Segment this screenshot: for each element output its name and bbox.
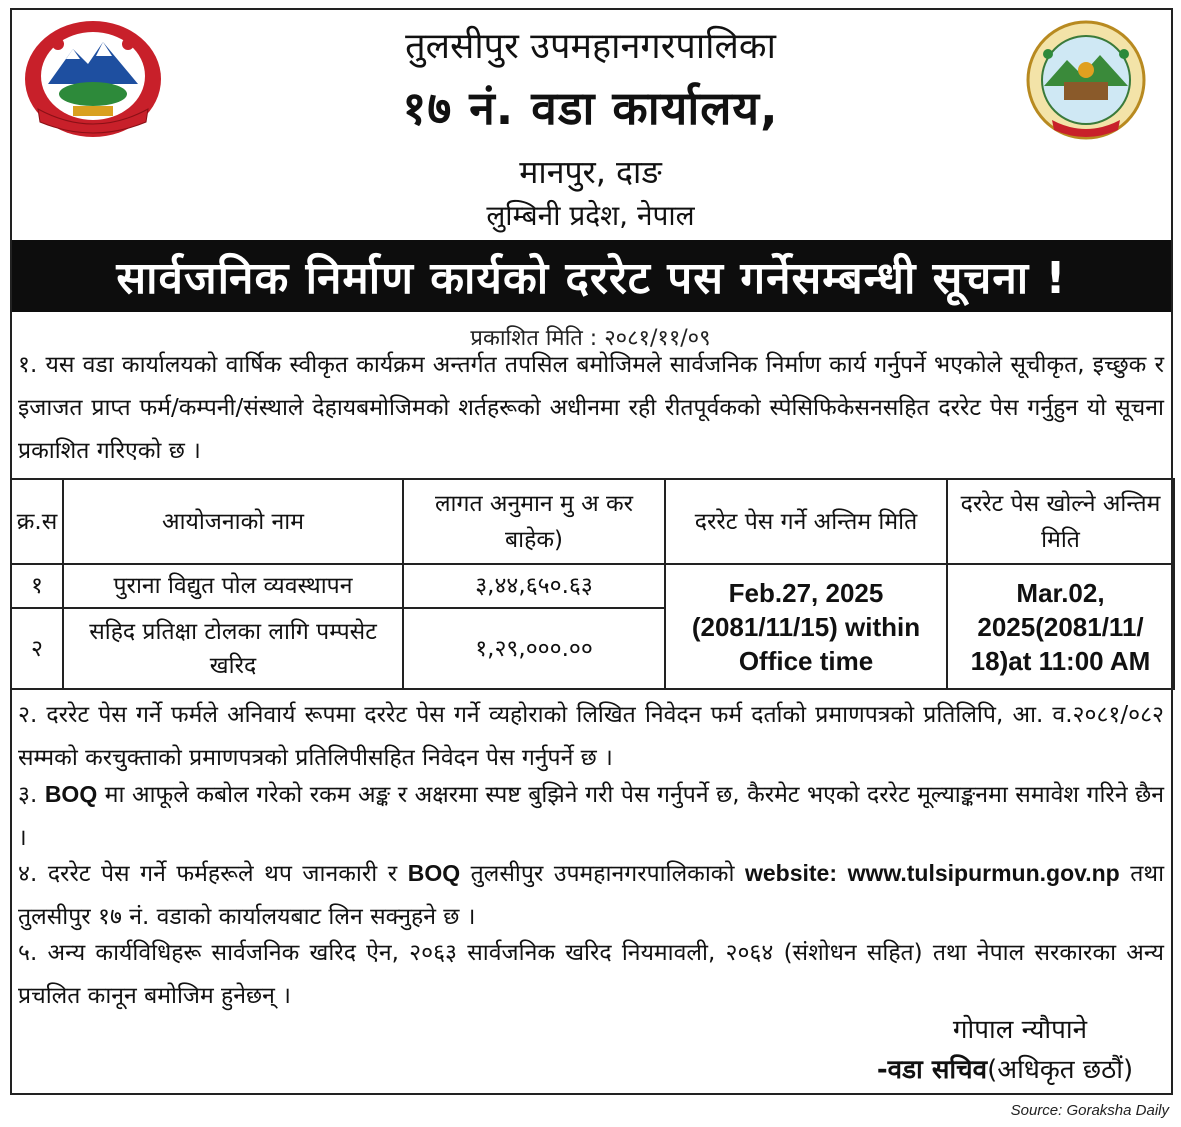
row-project: पुराना विद्युत पोल व्यवस्थापन: [63, 564, 403, 608]
row-cost: १,२९,०००.००: [403, 608, 665, 689]
signatory-rank: (अधिकृत छठौं): [987, 1055, 1134, 1085]
clause-4-end: तथा तुलसीपुर १७ नं. वडाको कार्यालयबाट लिन सक्नुहने छ ।: [18, 861, 1165, 930]
ward-office-title: १७ नं. वडा कार्यालय,: [402, 81, 779, 135]
notice-banner: सार्वजनिक निर्माण कार्यको दररेट पस गर्नेसम्बन्धी सूचना !: [12, 240, 1171, 312]
source-credit: Source: Goraksha Daily: [1010, 1102, 1169, 1119]
header-open-date: दररेट पेस खोल्ने अन्तिम मिति: [947, 479, 1174, 564]
tender-table: [10, 478, 1175, 690]
open-deadline: Mar.02, 2025(2081/11/ 18)at 11:00 AM: [947, 564, 1174, 689]
row-cost: ३,४४,६५०.६३: [403, 564, 665, 608]
clause-4: [18, 852, 1164, 939]
header-project: आयोजनाको नाम: [63, 479, 403, 564]
province-line: लुम्बिनी प्रदेश, नेपाल: [486, 199, 695, 232]
signatory-role: -वडा सचिव: [876, 1055, 988, 1085]
published-date: प्रकाशित मिति : २०८१/११/०९: [470, 326, 711, 351]
clause-3: [18, 773, 1164, 860]
signatory-title: [855, 1050, 1155, 1086]
boq-label: BOQ: [407, 860, 461, 886]
clause-5: ५. अन्य कार्यविधिहरू सार्वजनिक खरिद ऐन, २०६३ सार्वजनिक खरिद नियमावली, २०६४ (संशोधन सहित) तथा नेपाल सरकारका अन्य प्रचलित कानून बमोजिम हुनेछन् ।: [18, 940, 1164, 1009]
clause-4-mid: तुलसीपुर उपमहानगरपालिकाको: [460, 861, 745, 887]
clause-1: १. यस वडा कार्यालयको वार्षिक स्वीकृत कार्यक्रम अन्तर्गत तपसिल बमोजिमले सार्वजनिक निर्माण कार्य गर्नुपर्ने भएकोले सूचीकृत, इच्छुक र इजाजत प्राप्त फर्म/कम्पनी/संस्थाले देहायबमोजिमको शर्तहरूको अधीनमा रही रीतपूर्वकको स्पेसिफिकेसनसहित दररेट पेस गर्नुहुन यो सूचना प्रकाशित गरिएको छ ।: [18, 352, 1164, 464]
row-sn: १: [11, 564, 63, 608]
table-row: [11, 564, 1174, 608]
municipality-name: तुलसीपुर उपमहानगरपालिका: [405, 26, 776, 67]
office-location: मानपुर, दाङ: [519, 153, 662, 191]
submit-deadline: Feb.27, 2025 (2081/11/15) within Office time: [665, 564, 947, 689]
boq-label: BOQ: [44, 781, 98, 807]
header-sn: क्र.स: [11, 479, 63, 564]
signatory-name: गोपाल न्यौपाने: [952, 1015, 1088, 1045]
table-header-row: [11, 479, 1174, 564]
clause-3-text: मा आफूले कबोल गरेको रकम अङ्क र अक्षरमा स्पष्ट बुझिने गरी पेस गर्नुपर्ने छ, कैरमेट भएको दररेट मूल्याङ्कनमा समावेश गरिने छैन ।: [18, 782, 1165, 851]
header-cost: लागत अनुमान मु अ कर बाहेक): [403, 479, 665, 564]
row-project: सहिद प्रतिक्षा टोलका लागि पम्पसेट खरिद: [63, 608, 403, 689]
website-label: website:: [744, 860, 837, 886]
clause-2: २. दररेट पेस गर्ने फर्मले अनिवार्य रूपमा दररेट पेस गर्ने व्यहोराको लिखित निवेदन फर्म दर्ताको प्रमाणपत्रको प्रतिलिपि, आ. व.२०८१/०८२ सम्मको करचुक्ताको प्रमाणपत्रको प्रतिलिपीसहित निवेदन पेस गर्नुपर्ने छ ।: [18, 702, 1164, 771]
clause-3-number: ३.: [18, 782, 38, 808]
header-submit-date: दररेट पेस गर्ने अन्तिम मिति: [665, 479, 947, 564]
row-sn: २: [11, 608, 63, 689]
clause-4-start: ४. दररेट पेस गर्ने फर्महरूले थप जानकारी र: [18, 861, 408, 887]
website-url[interactable]: www.tulsipurmun.gov.np: [847, 860, 1120, 886]
